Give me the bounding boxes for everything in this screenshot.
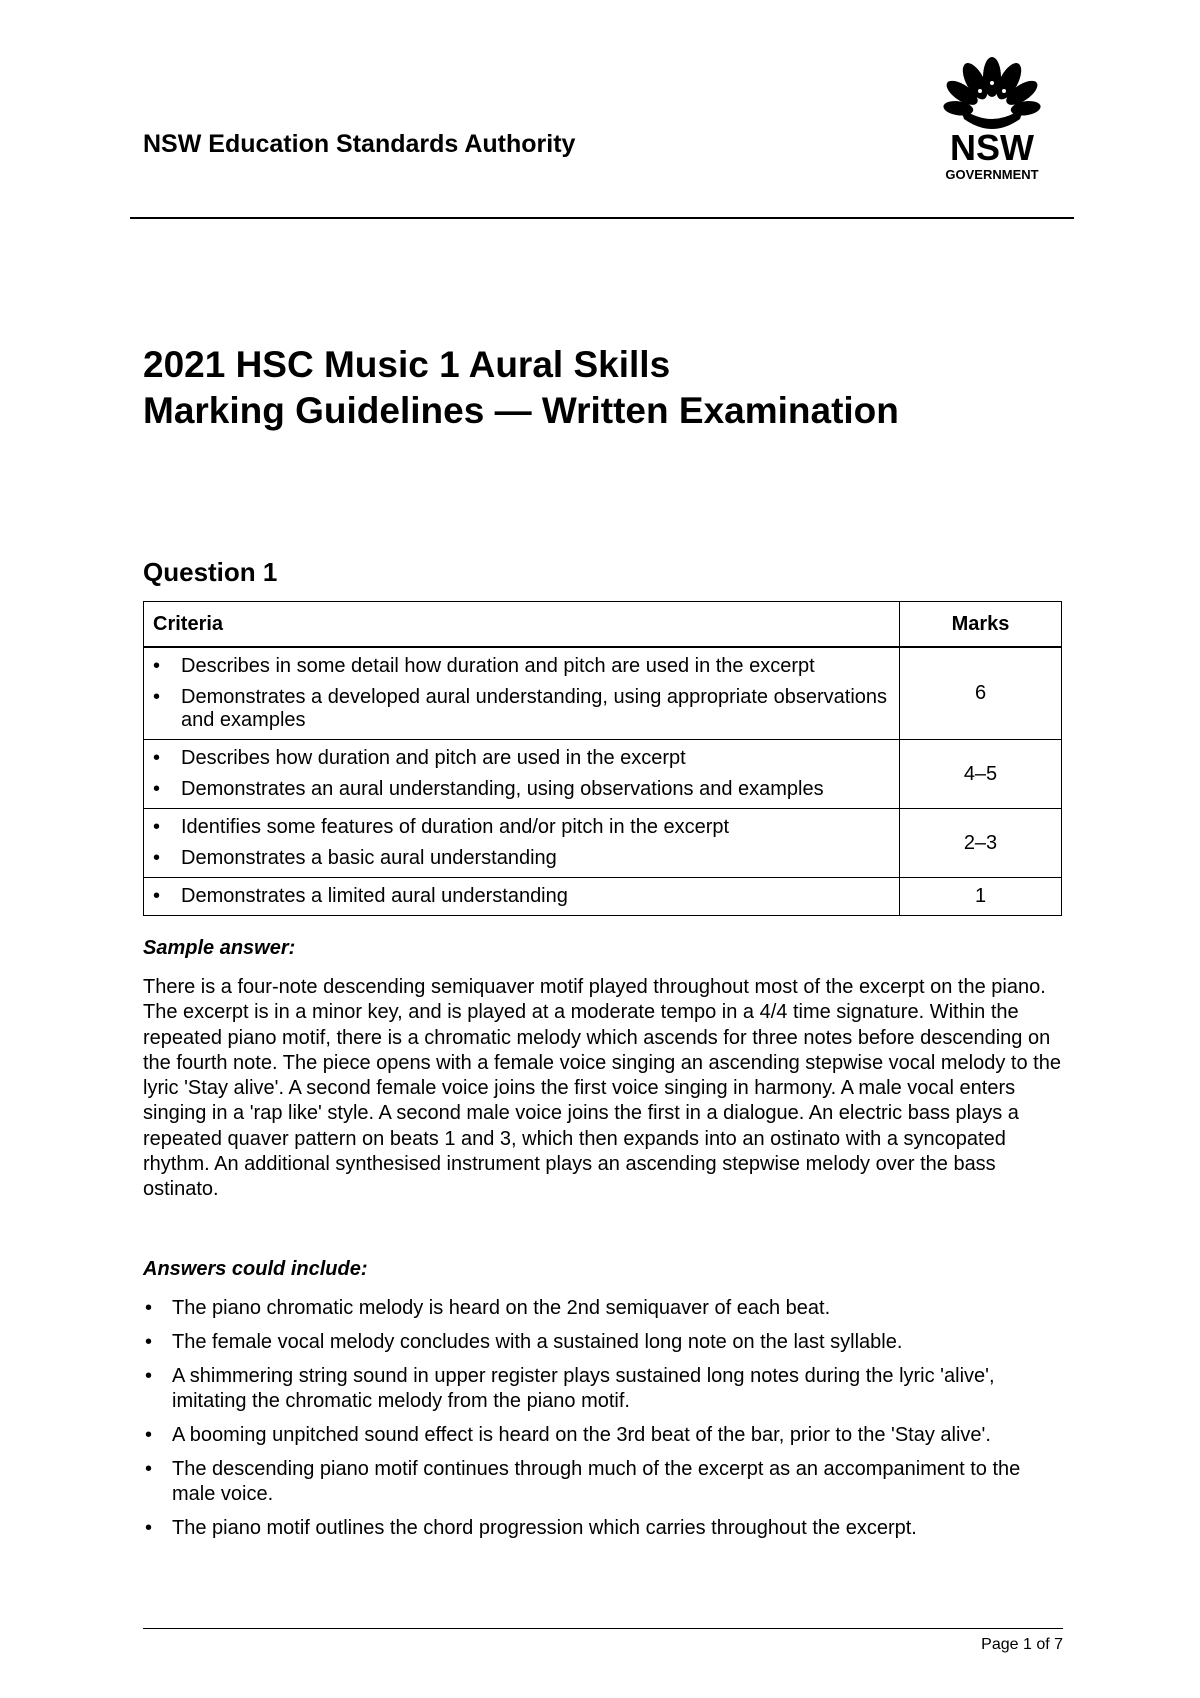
footer-divider [143,1628,1063,1629]
answers-list [143,1296,1063,1550]
criteria-table [143,601,1062,916]
marks-header: Marks [900,602,1062,648]
list-item: • The piano motif outlines the chord progression which carries throughout the excerpt. [143,1516,1063,1541]
table-row [144,878,1062,916]
nsw-government-logo-icon [930,55,1055,185]
marks-cell: 4–5 [900,740,1062,809]
list-item: • The piano chromatic melody is heard on the 2nd semiquaver of each beat. [143,1296,1063,1321]
title-line-2: Marking Guidelines — Written Examination [143,390,899,431]
question-heading: Question 1 [143,557,278,587]
marks-cell: 6 [900,647,1062,740]
page-number: Page 1 of 7 [981,1636,1063,1653]
table-header-row [144,602,1062,648]
list-item: • The descending piano motif continues through much of the excerpt as an accompaniment to the male voice. [143,1457,1063,1507]
logo-government-text: GOVERNMENT [945,167,1039,182]
header-divider [130,217,1074,219]
list-item: • A shimmering string sound in upper register plays sustained long notes during the lyric 'alive', imitating the chromatic melody from the piano motif. [143,1364,1063,1414]
criteria-cell [144,647,900,740]
criteria-cell [144,878,900,916]
sample-answer-text: There is a four-note descending semiquaver motif played throughout most of the excerpt on the piano. The excerpt is in a minor key, and is played at a moderate tempo in a 4/4 time signature. Within the repeated piano motif, there is a chromatic melody which ascends for three notes before descending on the fourth note. The piece opens with a female voice singing an ascending stepwise vocal melody to the lyric 'Stay alive'. A second female voice joins the first voice singing in harmony. A male vocal enters singing in a 'rap like' style. A second male voice joins the first in a dialogue. An electric bass plays a repeated quaver pattern on beats 1 and 3, which then expands into an ostinato with a syncopated rhythm. An additional synthesised instrument plays an ascending stepwise melody over the bass ostinato. [143,976,1061,1201]
criteria-item: • Demonstrates an aural understanding, using observations and examples [152,778,891,801]
table-row [144,647,1062,740]
table-row [144,740,1062,809]
marks-cell: 1 [900,878,1062,916]
criteria-header: Criteria [144,602,900,648]
criteria-item: • Demonstrates a limited aural understanding [152,885,891,908]
organisation-name: NSW Education Standards Authority [143,130,576,158]
answers-heading: Answers could include: [143,1258,368,1280]
criteria-cell [144,809,900,878]
title-line-1: 2021 HSC Music 1 Aural Skills [143,344,671,385]
table-row [144,809,1062,878]
criteria-item: • Describes how duration and pitch are used in the excerpt [152,747,891,770]
logo-nsw-text: NSW [950,127,1034,168]
criteria-item: • Demonstrates a developed aural understanding, using appropriate observations and examples [152,686,891,732]
sample-answer-heading: Sample answer: [143,937,296,959]
criteria-item: • Describes in some detail how duration and pitch are used in the excerpt [152,655,891,678]
marks-cell: 2–3 [900,809,1062,878]
list-item: • A booming unpitched sound effect is heard on the 3rd beat of the bar, prior to the 'Stay alive'. [143,1423,1063,1448]
list-item: • The female vocal melody concludes with a sustained long note on the last syllable. [143,1330,1063,1355]
criteria-item: • Identifies some features of duration and/or pitch in the excerpt [152,816,891,839]
document-title [143,342,899,434]
criteria-item: • Demonstrates a basic aural understanding [152,847,891,870]
criteria-cell [144,740,900,809]
